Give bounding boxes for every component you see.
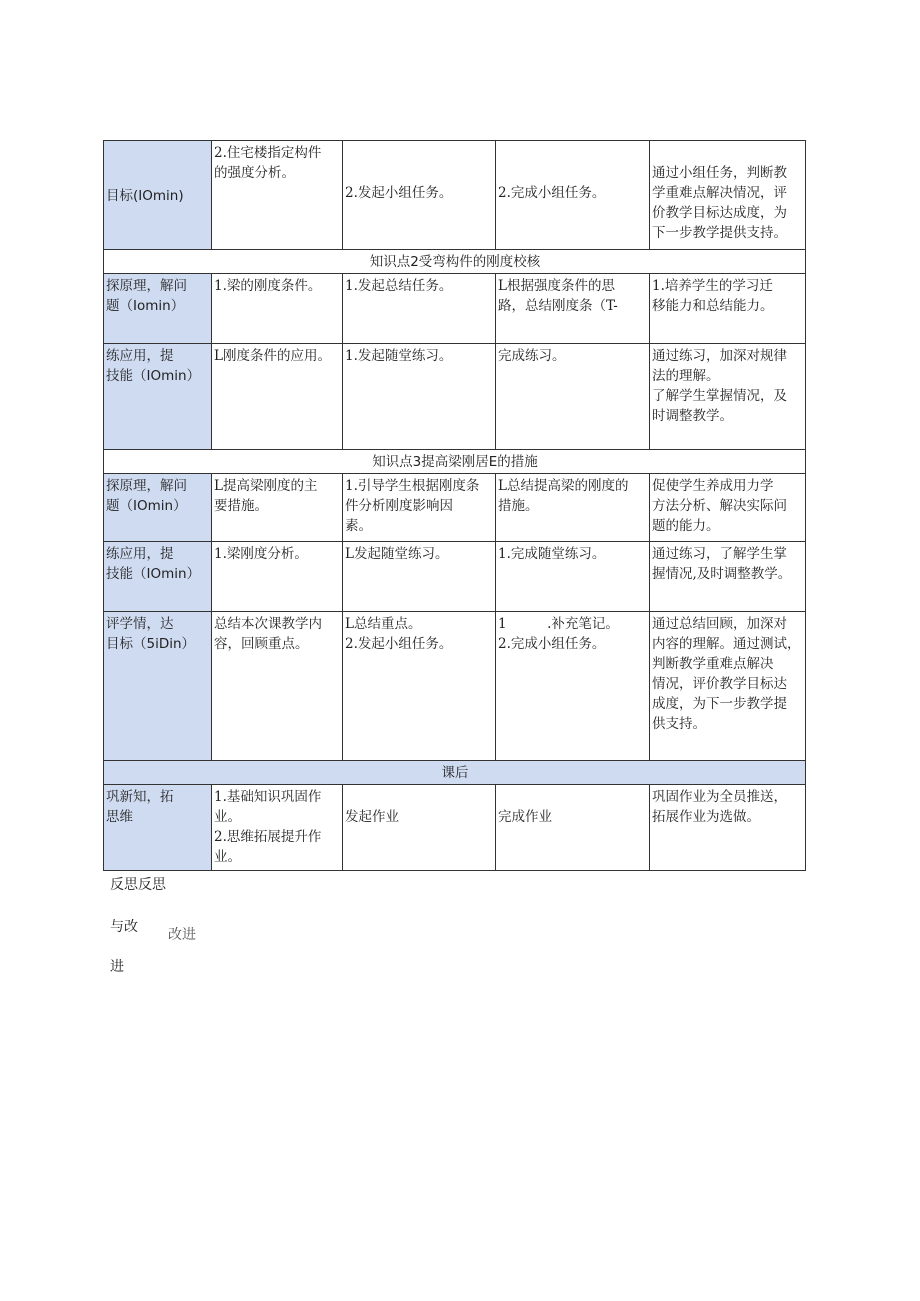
table-row bbox=[104, 274, 806, 344]
lesson-plan-table bbox=[103, 140, 806, 871]
student-activity-cell: L根据强度条件的思 路，总结刚度条（T- bbox=[496, 274, 650, 344]
student-activity-cell: 完成练习。 bbox=[496, 344, 650, 450]
goal-cell: 巩固作业为全员推送， 拓展作业为选做。 bbox=[650, 785, 806, 871]
reflection-aside: 改进 bbox=[168, 927, 196, 943]
student-activity-cell: 2.完成小组任务。 bbox=[496, 141, 650, 250]
student-activity-cell: 1.完成随堂练习。 bbox=[496, 542, 650, 612]
content-cell: 2.住宅楼指定构件 的强度分析。 bbox=[212, 141, 343, 250]
student-activity-cell: L总结提高梁的刚度的 措施。 bbox=[496, 474, 650, 542]
table-row bbox=[104, 141, 806, 250]
table-row bbox=[104, 612, 806, 761]
teacher-activity-cell: L总结重点。 2.发起小组任务。 bbox=[343, 612, 496, 761]
student-activity-cell: 完成作业 bbox=[496, 785, 650, 871]
reflection-title: 反思反思 bbox=[110, 877, 166, 893]
content-cell: 1.基础知识巩固作 业。 2.思维拓展提升作 业。 bbox=[212, 785, 343, 871]
section-row bbox=[104, 250, 806, 274]
stage-label: 评学情，达 目标（5iDin） bbox=[104, 612, 212, 761]
teacher-activity-cell: 1.发起随堂练习。 bbox=[343, 344, 496, 450]
stage-label: 探原理，解问 题（Iomin） bbox=[104, 274, 212, 344]
stage-label: 探原理，解问 题（IOmin） bbox=[104, 474, 212, 542]
goal-cell: 促使学生养成用力学 方法分析、解决实际问 题的能力。 bbox=[650, 474, 806, 542]
content-cell: L刚度条件的应用。 bbox=[212, 344, 343, 450]
goal-cell: 通过总结回顾，加深对 内容的理解。通过测试， 判断教学重难点解决 情况，评价教学目标达 成度，为下一步教学提 供支持。 bbox=[650, 612, 806, 761]
stage-label: 巩新知，拓 思维 bbox=[104, 785, 212, 871]
teacher-activity-cell: 2.发起小组任务。 bbox=[343, 141, 496, 250]
content-cell: 总结本次课教学内 容，回顾重点。 bbox=[212, 612, 343, 761]
stage-label-text: 目标(IOmin) bbox=[106, 187, 184, 204]
content-cell: 1.梁的刚度条件。 bbox=[212, 274, 343, 344]
goal-cell: 通过练习，了解学生掌 握情况,及时调整教学。 bbox=[650, 542, 806, 612]
teacher-activity-cell: 发起作业 bbox=[343, 785, 496, 871]
section-heading: 知识点3提高梁刚居E的措施 bbox=[104, 450, 806, 474]
goal-cell: 通过小组任务，判断教 学重难点解决情况，评 价教学目标达成度，为 下一步教学提供支持。 bbox=[650, 141, 806, 250]
table-row bbox=[104, 474, 806, 542]
reflection-label-line: 与改 bbox=[110, 919, 138, 935]
section-heading: 课后 bbox=[104, 761, 806, 785]
reflection-label-line: 进 bbox=[110, 959, 124, 975]
section-row bbox=[104, 761, 806, 785]
teacher-activity-cell: L发起随堂练习。 bbox=[343, 542, 496, 612]
table-row bbox=[104, 344, 806, 450]
section-heading: 知识点2受弯构件的刚度校核 bbox=[104, 250, 806, 274]
stage-label bbox=[104, 141, 212, 250]
teacher-activity-cell: 1.引导学生根据刚度条 件分析刚度影响因 素。 bbox=[343, 474, 496, 542]
student-activity-cell: 1 .补充笔记。 2.完成小组任务。 bbox=[496, 612, 650, 761]
content-cell: L提高梁刚度的主 要措施。 bbox=[212, 474, 343, 542]
stage-label: 练应用，提 技能（IOmin） bbox=[104, 344, 212, 450]
stage-label: 练应用，提 技能（IOmin） bbox=[104, 542, 212, 612]
goal-cell: 通过练习，加深对规律 法的理解。 了解学生掌握情况，及 时调整教学。 bbox=[650, 344, 806, 450]
goal-cell: 1.培养学生的学习迁 移能力和总结能力。 bbox=[650, 274, 806, 344]
content-cell: 1.梁刚度分析。 bbox=[212, 542, 343, 612]
teacher-activity-cell: 1.发起总结任务。 bbox=[343, 274, 496, 344]
table-row bbox=[104, 542, 806, 612]
table-row bbox=[104, 785, 806, 871]
section-row bbox=[104, 450, 806, 474]
